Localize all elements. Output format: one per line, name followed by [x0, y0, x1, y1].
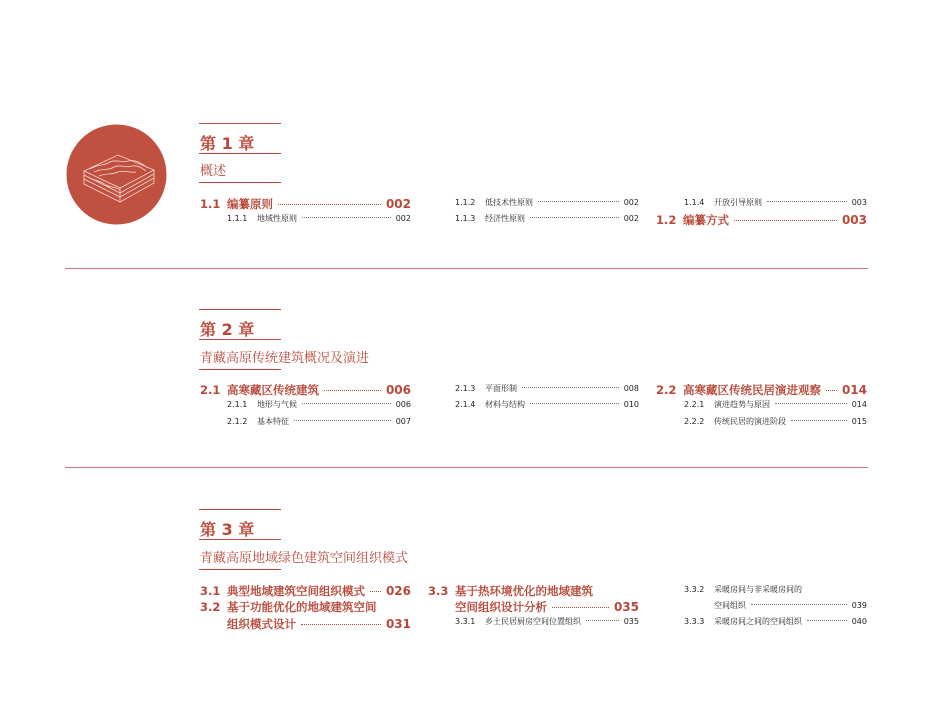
leader-dots: [552, 607, 609, 608]
toc-label: 空间组织设计分析: [455, 600, 547, 614]
toc-label: 传统民居的演进阶段: [714, 417, 786, 426]
leader-dots: [791, 420, 847, 421]
chapter-2-number: 第 2 章: [200, 320, 255, 339]
toc-entry-2-1-4[interactable]: [455, 399, 639, 410]
toc-label: 基于热环境优化的地域建筑: [455, 584, 593, 598]
toc-number: 1.1.3: [455, 214, 476, 223]
toc-number: 2.2.2: [684, 417, 705, 426]
toc-number: 1.1.4: [684, 198, 705, 207]
toc-page: 026: [385, 584, 411, 598]
leader-dots: [751, 604, 847, 605]
toc-label: 组织模式设计: [227, 617, 296, 631]
toc-label: 高寒藏区传统民居演进观察: [683, 383, 821, 397]
toc-label: 平面形制: [485, 384, 517, 393]
toc-page: 035: [623, 617, 639, 626]
toc-entry-2-2-2[interactable]: [684, 416, 867, 427]
toc-number: 1.1.1: [227, 214, 248, 223]
toc-label: 基于功能优化的地域建筑空间: [227, 600, 377, 614]
toc-number: 3.3: [428, 584, 449, 598]
toc-entry-2-1-3[interactable]: [455, 383, 639, 394]
toc-page: 007: [395, 417, 411, 426]
toc-number: 2.2.1: [684, 400, 705, 409]
leader-dots: [807, 620, 847, 621]
toc-label: 编纂方式: [683, 213, 729, 227]
toc-entry-3-1[interactable]: [200, 583, 411, 599]
toc-number: 1.2: [656, 213, 677, 227]
leader-dots: [734, 220, 837, 221]
toc-number: 3.1: [200, 584, 221, 598]
toc-page: 010: [623, 400, 639, 409]
toc-number: 2.1.4: [455, 400, 476, 409]
toc-number: 2.2: [656, 383, 677, 397]
toc-number: 2.1.2: [227, 417, 248, 426]
leader-dots: [530, 217, 619, 218]
toc-entry-2-1[interactable]: [200, 382, 411, 398]
toc-label: 开放引导原则: [714, 198, 762, 207]
chapter-1-number: 第 1 章: [200, 134, 255, 153]
toc-label: 采暖房间与非采暖房间的: [714, 585, 802, 594]
leader-dots: [301, 624, 381, 625]
toc-page: 002: [385, 197, 411, 211]
toc-entry-1-1-3[interactable]: [455, 213, 639, 224]
chapter-1-title: 概述: [200, 164, 227, 179]
section-divider: [65, 268, 868, 269]
toc-entry-3-3-3[interactable]: [684, 616, 867, 627]
leader-dots: [530, 403, 619, 404]
toc-page: 014: [851, 400, 867, 409]
chapter-3-number: 第 3 章: [200, 520, 255, 539]
toc-entry-3-3-line2[interactable]: [455, 599, 639, 615]
toc-entry-3-3-1[interactable]: [455, 616, 639, 627]
toc-page: 031: [385, 617, 411, 631]
toc-entry-3-3-2-line1[interactable]: [684, 584, 867, 595]
toc-page: 035: [613, 600, 639, 614]
leader-dots: [302, 403, 391, 404]
toc-page: 006: [385, 383, 411, 397]
toc-entry-3-2-line1[interactable]: [200, 599, 411, 615]
toc-page: 003: [841, 213, 867, 227]
toc-page: 015: [851, 417, 867, 426]
toc-page: 039: [851, 601, 867, 610]
toc-number: 3.3.2: [684, 585, 705, 594]
toc-entry-3-2-line2[interactable]: [227, 616, 411, 632]
toc-entry-1-1[interactable]: [200, 196, 411, 212]
toc-entry-1-1-1[interactable]: [227, 213, 411, 224]
toc-entry-1-1-4[interactable]: [684, 197, 867, 208]
toc-page: 002: [395, 214, 411, 223]
leader-dots: [294, 420, 391, 421]
toc-entry-3-3-2-line2[interactable]: [714, 600, 867, 611]
chapter-3-title: 青藏高原地域绿色建筑空间组织模式: [200, 551, 409, 566]
toc-label: 空间组织: [714, 601, 746, 610]
section-divider: [65, 467, 868, 468]
toc-label: 低技术性原则: [485, 198, 533, 207]
toc-number: 2.1: [200, 383, 221, 397]
toc-entry-2-1-2[interactable]: [227, 416, 411, 427]
toc-number: 1.1: [200, 197, 221, 211]
toc-entry-1-1-2[interactable]: [455, 197, 639, 208]
leader-dots: [370, 591, 381, 592]
leader-dots: [302, 217, 391, 218]
leader-dots: [775, 403, 847, 404]
toc-label: 编纂原则: [227, 197, 273, 211]
toc-label: 高寒藏区传统建筑: [227, 383, 319, 397]
leader-dots: [826, 390, 837, 391]
toc-label: 演进趋势与原因: [714, 400, 770, 409]
toc-number: 2.1.1: [227, 400, 248, 409]
toc-number: 3.3.1: [455, 617, 476, 626]
toc-label: 采暖房间之间的空间组织: [714, 617, 802, 626]
terrain-block-icon: [66, 124, 167, 225]
leader-dots: [586, 620, 619, 621]
toc-entry-2-1-1[interactable]: [227, 399, 411, 410]
toc-page: 003: [851, 198, 867, 207]
toc-page: 040: [851, 617, 867, 626]
toc-number: 1.1.2: [455, 198, 476, 207]
chapter-2-title: 青藏高原传统建筑概况及演进: [200, 351, 370, 366]
toc-label: 典型地域建筑空间组织模式: [227, 584, 365, 598]
toc-label: 经济性原则: [485, 214, 525, 223]
toc-entry-1-2[interactable]: [656, 212, 867, 228]
toc-page: 002: [623, 214, 639, 223]
leader-dots: [278, 204, 381, 205]
toc-number: 2.1.3: [455, 384, 476, 393]
toc-entry-2-2-1[interactable]: [684, 399, 867, 410]
toc-label: 地域性原则: [257, 214, 297, 223]
leader-dots: [324, 390, 381, 391]
leader-dots: [522, 387, 619, 388]
toc-label: 基本特征: [257, 417, 289, 426]
toc-number: 3.3.3: [684, 617, 705, 626]
toc-page: 014: [841, 383, 867, 397]
leader-dots: [538, 201, 619, 202]
leader-dots: [767, 201, 847, 202]
toc-label: 材料与结构: [485, 400, 525, 409]
toc-page: 008: [623, 384, 639, 393]
toc-label: 地形与气候: [257, 400, 297, 409]
toc-entry-3-3-line1[interactable]: [428, 583, 639, 599]
toc-page: 006: [395, 400, 411, 409]
toc-entry-2-2[interactable]: [656, 382, 867, 398]
toc-page: 002: [623, 198, 639, 207]
toc-label: 乡土民居厨房空间位置组织: [485, 617, 581, 626]
toc-number: 3.2: [200, 600, 221, 614]
